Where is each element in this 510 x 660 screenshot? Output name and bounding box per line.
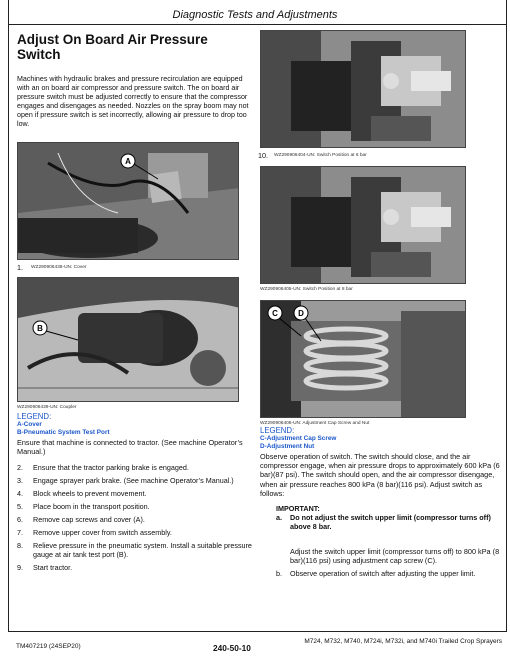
legend-2-item-c: C-Adjustment Cap Screw: [260, 435, 337, 442]
legend-2-title: LEGEND:: [260, 426, 295, 435]
header-divider: [8, 24, 507, 25]
callout-d: D: [298, 309, 304, 318]
step-item: 2. Ensure that the tractor parking brake is engaged.: [17, 462, 189, 472]
intro-paragraph: Machines with hydraulic brakes and pressure recirculation are equipped with an on board air compressor and pressure switch. The on board air pressure switch must be adjusted correctly to ensure that the compressor engages and disengages as needed. Nozzles on the spray boom may not open if pressure switch is set incorrectly, allowing air pressure to drop too low.: [17, 75, 249, 129]
figure-1-caption: WZ290906438-UN: Cover: [31, 264, 87, 270]
figure-adjustment-photo: [260, 300, 466, 418]
figure-coupler-photo: [17, 277, 239, 402]
step-item: 9. Start tractor.: [17, 562, 73, 572]
step-item: 7. Remove upper cover from switch assembly.: [17, 527, 172, 537]
step-item: 4. Block wheels to prevent movement.: [17, 488, 147, 498]
important-label: IMPORTANT:: [276, 504, 320, 514]
steps-list: [17, 463, 254, 572]
callout-a: A: [125, 156, 131, 166]
figure-10-caption: WZ290906404-UN: Switch Position at 6 bar: [274, 153, 367, 158]
left-column: [17, 30, 254, 576]
observe-operation-text: Observe operation of switch. The switch should close, and the air compressor engage, when air pressure drops to approximately 600 kPa (6 bar)(87 psi). The switch should open, and the air compressor disengage, when air pressure reaches 800 kPa (8 bar)(116 psi). Adjust switch as follows:: [260, 452, 500, 498]
step-item: 3. Engage sprayer park brake. (See machine Operator’s Manual.): [17, 475, 234, 485]
figure-2-caption: WZ290906439-UN: Coupler: [17, 404, 77, 410]
important-item-b: b. Observe operation of switch after adjusting the upper limit.: [276, 569, 476, 579]
footer-doc-id: TM407219 (24SEP20): [16, 643, 81, 650]
section-title: Adjust On Board Air Pressure Switch: [17, 32, 208, 62]
legend-1-title: LEGEND:: [17, 411, 52, 421]
figure-switch-8bar-photo: [260, 166, 466, 284]
callout-c: C: [272, 309, 278, 318]
step-item: 6. Remove cap screws and cover (A).: [17, 514, 145, 524]
figure-12-caption: WZ290906406-UN: Adjustment Cap Screw and Nut: [260, 421, 370, 426]
figure-cover-photo: [17, 142, 239, 260]
callout-b: B: [37, 323, 43, 333]
important-item-a: a. Do not adjust the switch upper limit (compressor turns off) above 8 bar.: [276, 513, 491, 532]
legend-1-item-a: A-Cover: [17, 420, 42, 428]
figure-1-number: 1.: [17, 262, 23, 272]
ensure-connected-text: Ensure that machine is connected to tractor. (See machine Operator’s Manual.): [17, 437, 243, 456]
figure-10-number: 10.: [258, 151, 268, 160]
figure-11-caption: WZ290906405-UN: Switch Position at 8 bar: [260, 287, 353, 292]
step-item: 8. Relieve pressure in the pneumatic system. Install a suitable pressure gauge at air tank test port (B).: [17, 540, 252, 559]
figure-switch-6bar-photo: [260, 30, 466, 148]
footer-page-number: 240-50-10: [213, 643, 251, 653]
legend-2-item-d: D-Adjustment Nut: [260, 443, 315, 450]
adjust-upper-limit-text: Adjust the switch upper limit (compressor turns off) to 800 kPa (8 bar)(116 psi) using adjustment cap screw (C).: [290, 547, 500, 566]
legend-1-item-b: B-Pneumatic System Test Port: [17, 428, 110, 436]
header-title: Diagnostic Tests and Adjustments: [172, 9, 338, 21]
right-column: [258, 30, 504, 578]
footer-models: M724, M732, M740, M724i, M732i, and M740i Trailed Crop Sprayers: [304, 638, 502, 645]
step-item: 5. Place boom in the transport position.: [17, 501, 150, 511]
